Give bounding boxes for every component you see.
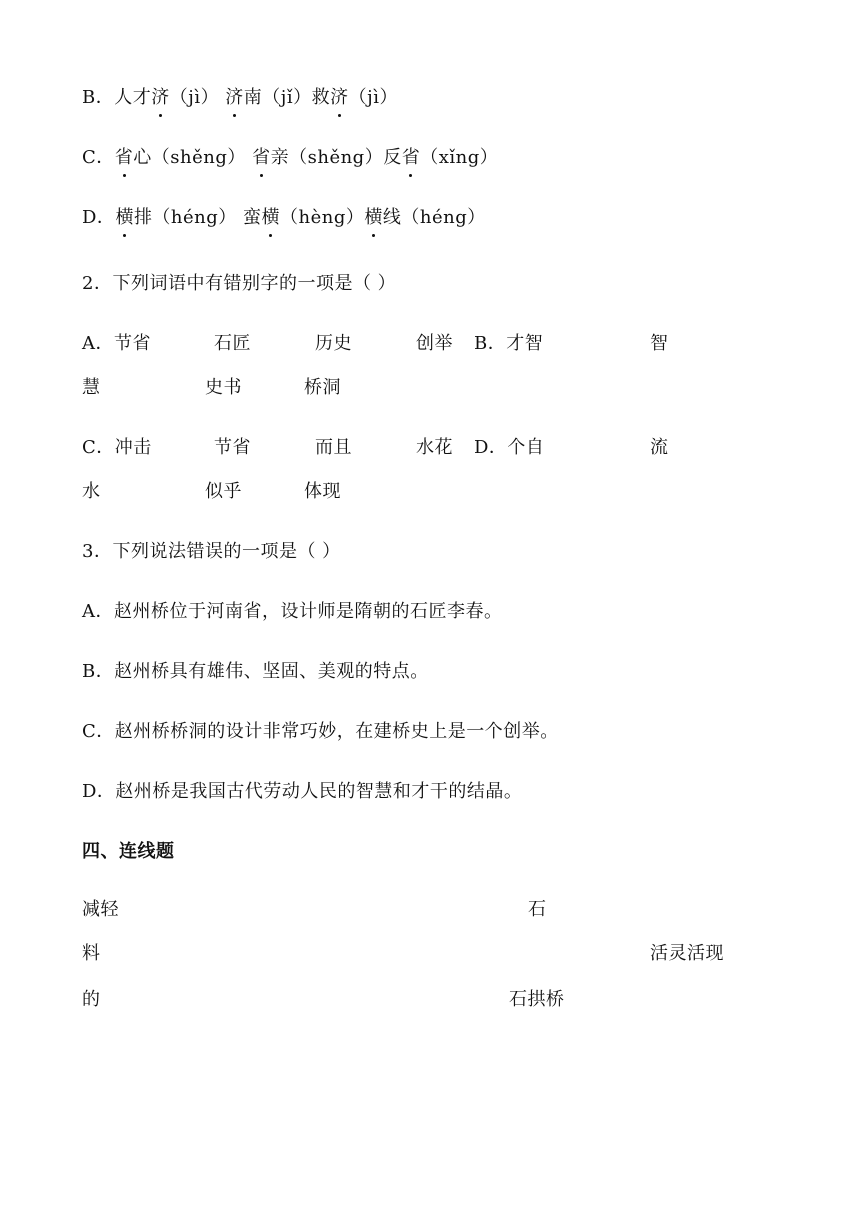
q2-b-word-1: B．才智 [474,333,544,354]
matching-right-item-1: 活灵活现 [650,943,724,964]
emphasized-char: 济 [151,87,170,108]
text: （jì） [348,87,398,108]
matching-left-item-3: 的 [82,989,101,1010]
text: 南（jǐ）救 [243,87,331,108]
matching-middle-item-1: 石 [528,899,547,920]
text: 心（shěng） [133,147,253,168]
q2-d-word-4: 体现 [304,481,341,502]
text: 排（héng） 蛮 [133,207,262,228]
matching-left-item-1: 减轻 [82,899,119,920]
text: 线（héng） [382,207,486,228]
q2-d-word-2b: 水 [82,481,101,502]
emphasized-char: 济 [330,87,349,108]
q3-option-b: B．赵州桥具有雄伟、坚固、美观的特点。 [82,661,429,682]
text: 亲（shěng）反 [270,147,402,168]
question-3-stem: 3．下列说法错误的一项是（ ） [82,541,341,562]
q2-c-word-3: 而且 [315,437,352,458]
q2-b-word-2b: 慧 [82,377,101,398]
q3-option-a: A．赵州桥位于河南省，设计师是隋朝的石匠李春。 [82,601,503,622]
q1-option-c [82,146,498,170]
emphasized-char: 横 [364,207,383,228]
emphasized-char: 省 [114,147,134,168]
q2-d-word-1: D．个自 [474,437,545,458]
q1-option-d [82,206,486,230]
emphasized-char: 横 [115,207,134,228]
q2-b-word-2a: 智 [650,333,669,354]
q2-c-word-4: 水花 [416,437,453,458]
q2-c-word-1: C．冲击 [82,437,152,458]
question-2-stem: 2．下列词语中有错别字的一项是（ ） [82,273,397,294]
emphasized-char: 省 [401,147,421,168]
q2-a-word-1: A．节省 [82,333,151,354]
text: （xǐng） [420,147,499,168]
emphasized-char: 省 [252,147,271,168]
q2-b-word-4: 桥洞 [304,377,341,398]
text: （jì） [169,87,226,108]
q2-a-word-4: 创举 [416,333,453,354]
section-4-title: 四、连线题 [82,841,175,862]
q2-a-word-3: 历史 [315,333,352,354]
matching-left-item-2: 料 [82,943,101,964]
text: （hèng） [280,207,365,228]
q2-c-word-2: 节省 [214,437,251,458]
text: D． [82,207,116,228]
q2-d-word-3: 似乎 [205,481,242,502]
q2-d-word-2a: 流 [650,437,669,458]
q2-a-word-2: 石匠 [214,333,251,354]
q3-option-c: C．赵州桥桥洞的设计非常巧妙，在建桥史上是一个创举。 [82,721,559,742]
q2-b-word-3: 史书 [205,377,242,398]
q3-option-d: D．赵州桥是我国古代劳动人民的智慧和才干的结晶。 [82,781,523,802]
q1-option-b [82,86,398,110]
text: C． [82,147,115,168]
emphasized-char: 横 [261,207,281,228]
text: B．人才 [82,87,152,108]
emphasized-char: 济 [225,87,244,108]
matching-middle-item-2: 石拱桥 [509,989,565,1010]
